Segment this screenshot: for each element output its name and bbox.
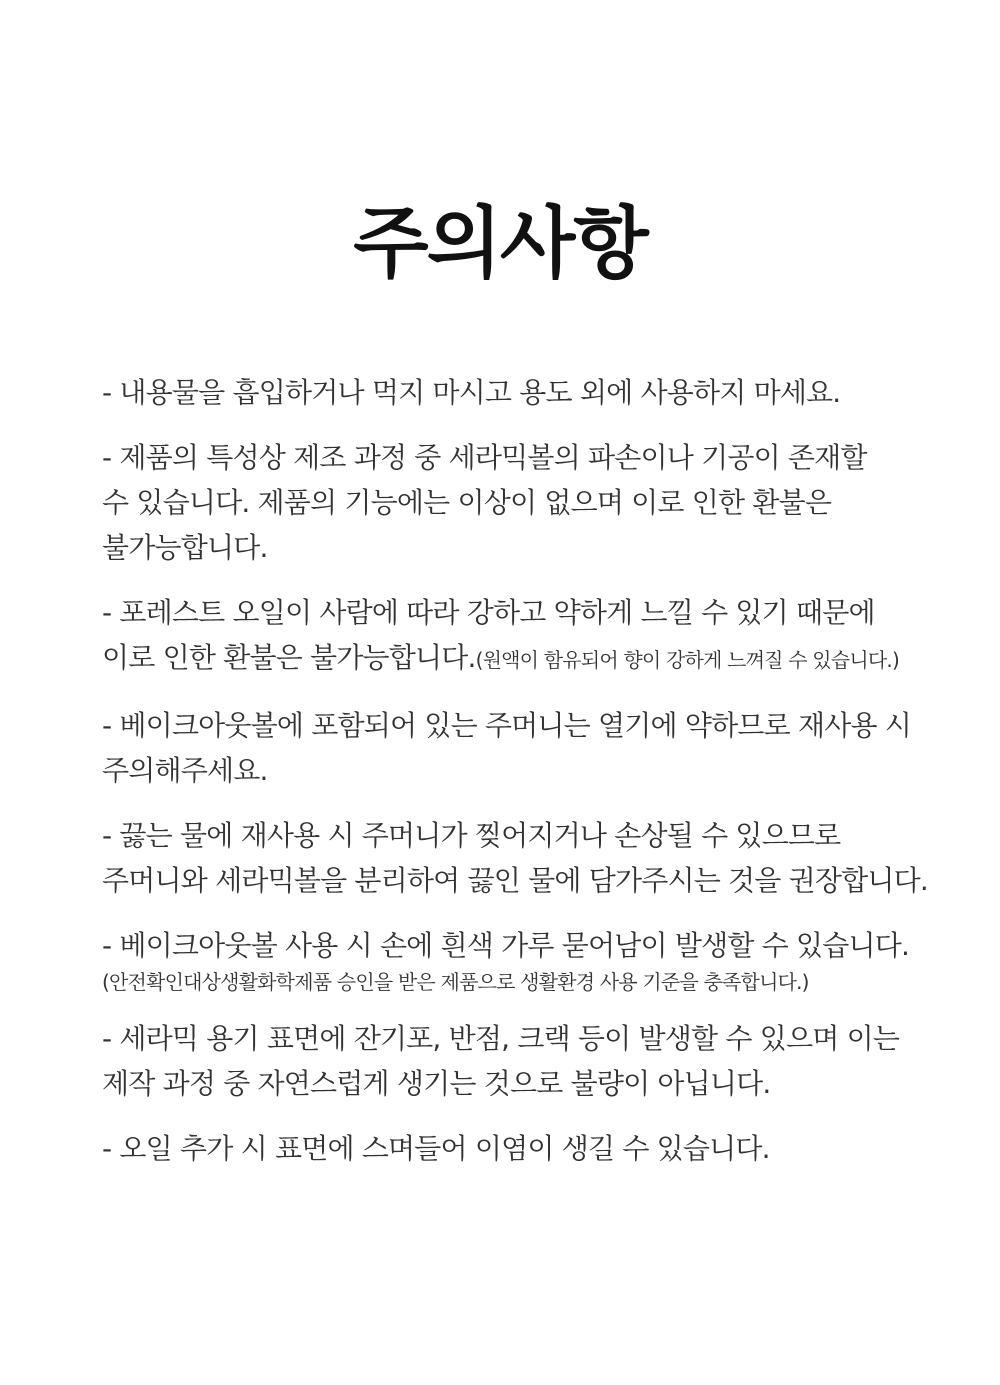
notice-line: - 끓는 물에 재사용 시 주머니가 찢어지거나 손상될 수 있으므로 [102, 819, 841, 852]
notice-note: (안전확인대상생활화학제품 승인을 받은 제품으로 생활환경 사용 기준을 충족합니다.) [102, 970, 809, 994]
notice-item-3 [102, 590, 962, 683]
notice-list [102, 370, 962, 1191]
notice-line: - 내용물을 흡입하거나 먹지 마시고 용도 외에 사용하지 마세요. [102, 376, 841, 409]
notice-line: 주의해주세요. [102, 754, 268, 787]
notice-line: - 제품의 특성상 제조 과정 중 세라믹볼의 파손이나 기공이 존재할 [102, 441, 867, 474]
notice-line: 수 있습니다. 제품의 기능에는 이상이 없으며 이로 인한 환불은 [102, 486, 832, 519]
notice-item-2 [102, 435, 962, 570]
notice-item-1 [102, 370, 962, 415]
notice-line: - 포레스트 오일이 사람에 따라 강하고 약하게 느낄 수 있기 때문에 [102, 596, 875, 629]
notice-line: 이로 인한 환불은 불가능합니다. [102, 641, 476, 674]
notice-item-4 [102, 703, 962, 793]
notice-line: - 세라믹 용기 표면에 잔기포, 반점, 크랙 등이 발생할 수 있으며 이는 [102, 1022, 900, 1055]
notice-line: - 오일 추가 시 표면에 스며들어 이염이 생길 수 있습니다. [102, 1132, 770, 1165]
notice-note: (원액이 함유되어 향이 강하게 느껴질 수 있습니다.) [475, 648, 899, 672]
notice-line: - 베이크아웃볼 사용 시 손에 흰색 가루 묻어남이 발생할 수 있습니다. [102, 929, 910, 962]
notice-line: 불가능합니다. [102, 531, 268, 564]
notice-line: - 베이크아웃볼에 포함되어 있는 주머니는 열기에 약하므로 재사용 시 [102, 709, 912, 742]
page-title: 주의사항 [353, 199, 647, 289]
notice-item-7 [102, 1016, 962, 1106]
notice-item-8 [102, 1126, 962, 1171]
notice-line: 제작 과정 중 자연스럽게 생기는 것으로 불량이 아닙니다. [102, 1067, 771, 1100]
notice-item-5 [102, 813, 962, 903]
notice-item-6 [102, 923, 962, 996]
notice-line: 주머니와 세라믹볼을 분리하여 끓인 물에 담가주시는 것을 권장합니다. [102, 864, 928, 897]
notice-line-with-note [102, 635, 962, 683]
